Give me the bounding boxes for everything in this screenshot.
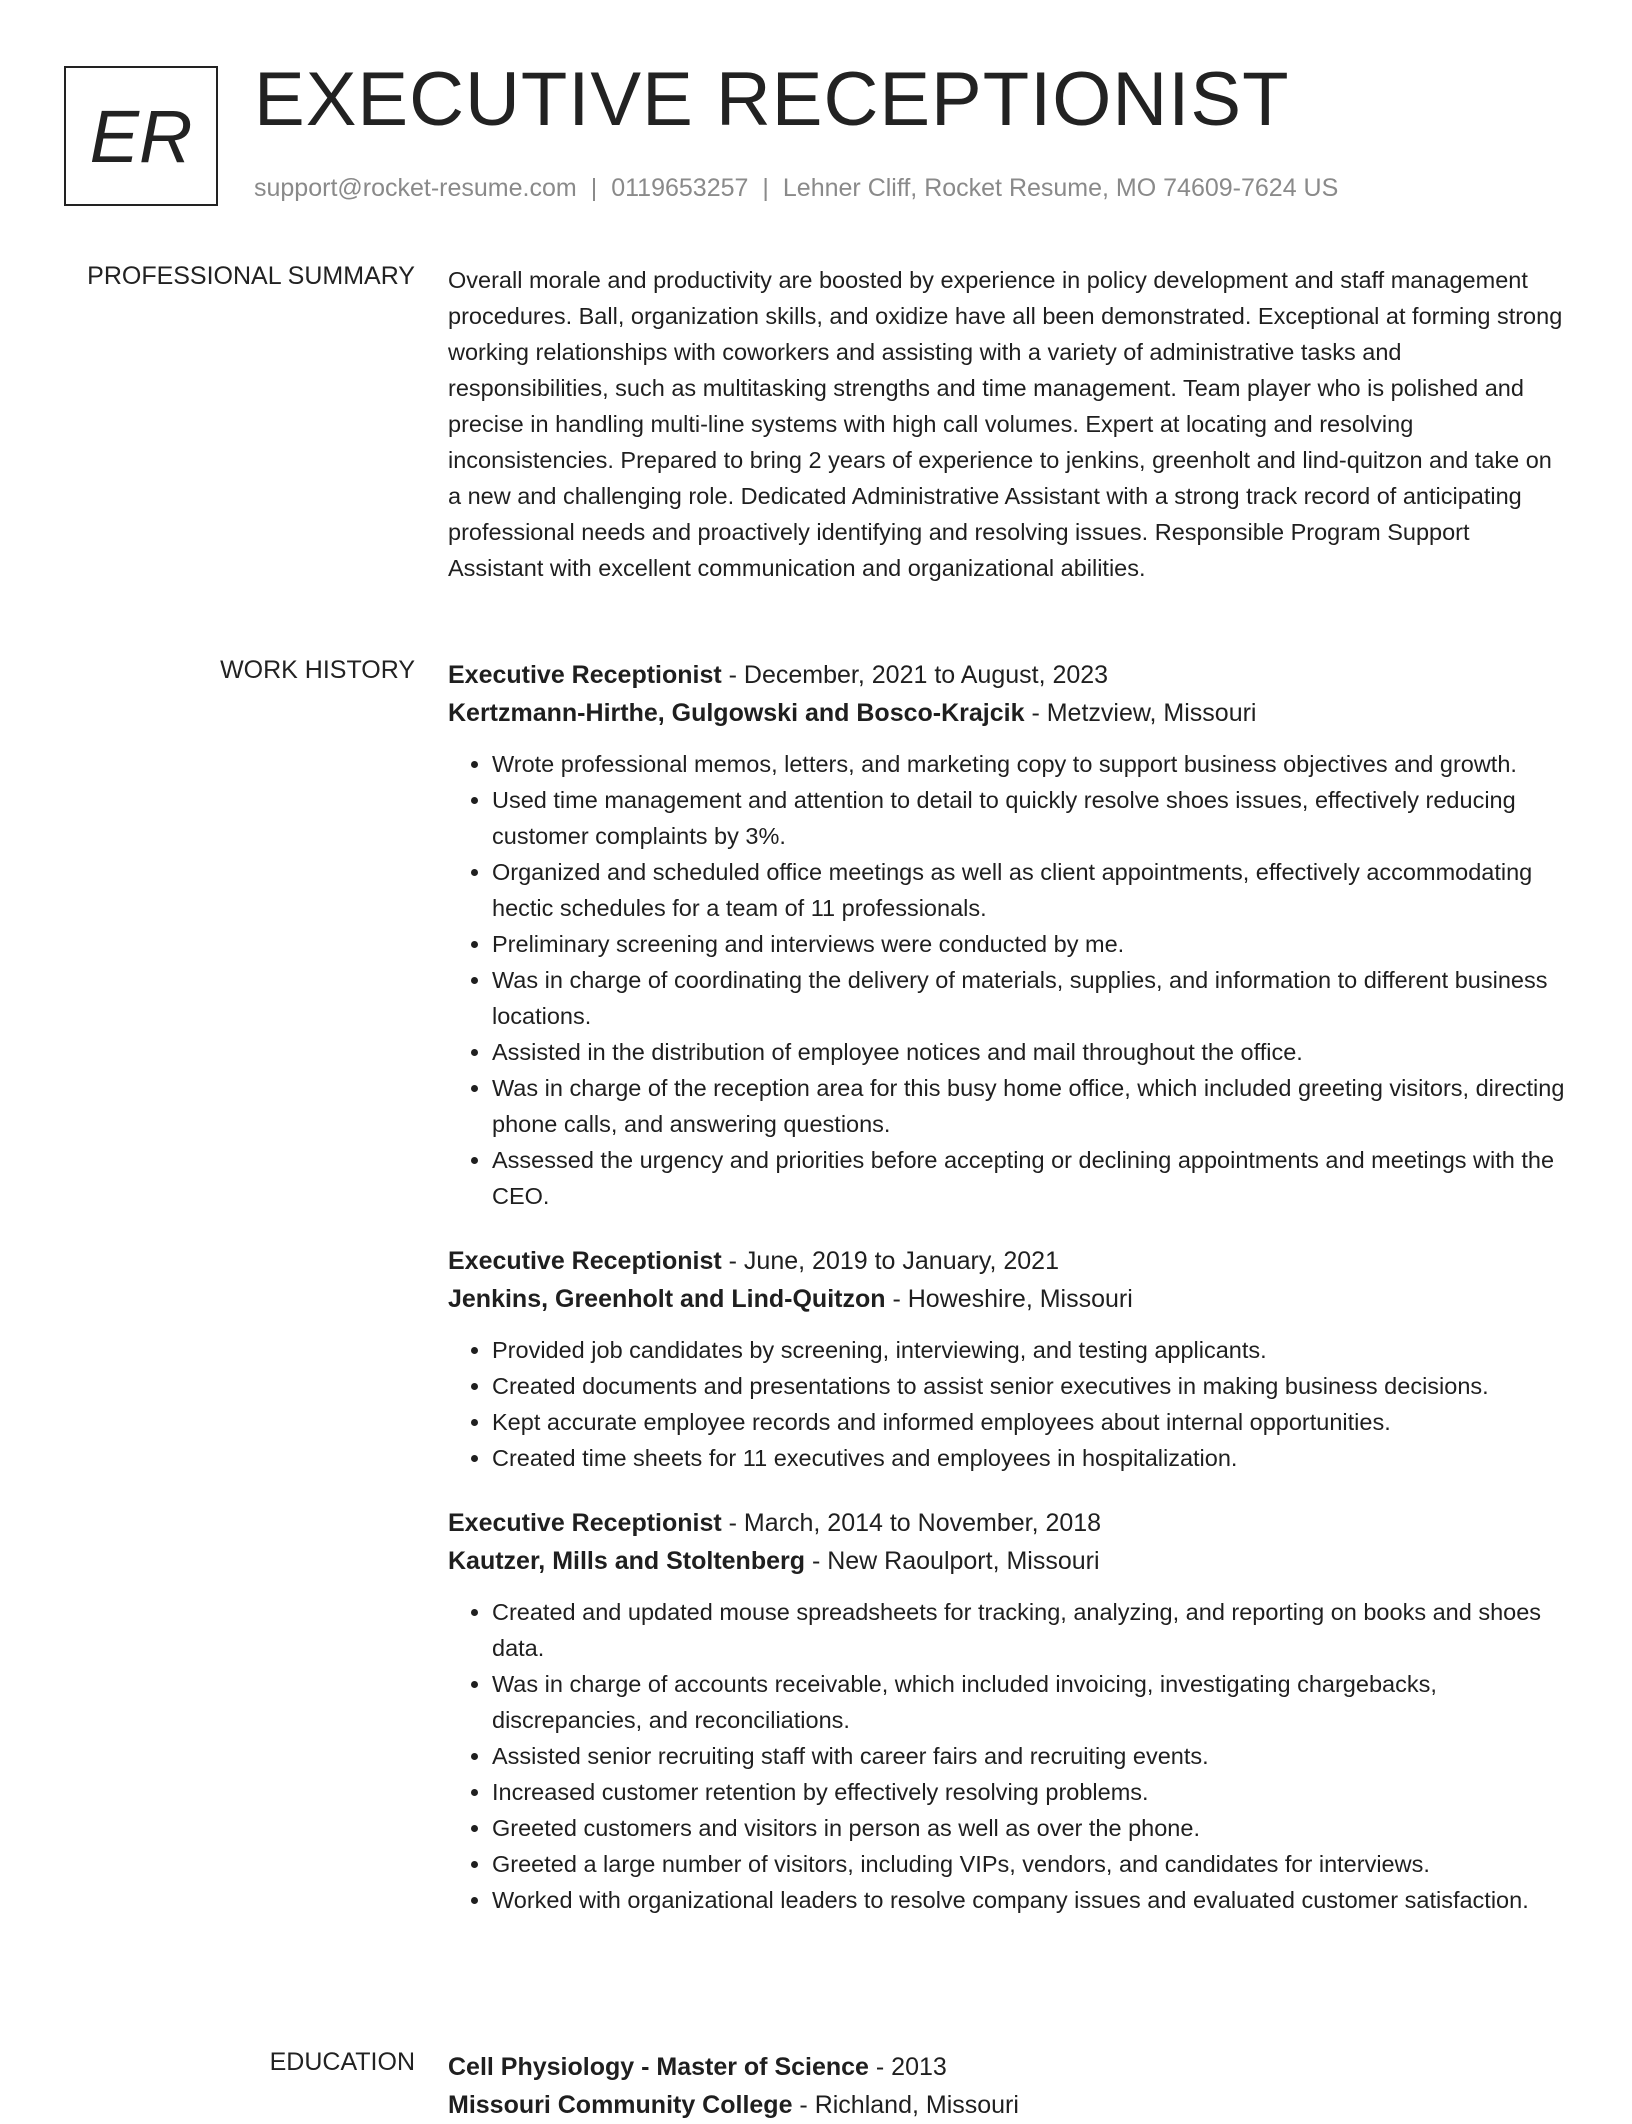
job-bullet: • Created time sheets for 11 executives and employees in hospitalization. (492, 1440, 1568, 1476)
job-bullet: • Assisted senior recruiting staff with career fairs and recruiting events. (492, 1738, 1568, 1774)
job-title: Executive Receptionist (448, 1247, 722, 1275)
education-content (448, 2048, 1568, 2124)
contact-line (254, 174, 1338, 203)
education-degree-line (448, 2048, 1568, 2086)
job-bullets (448, 1594, 1568, 1918)
job-company: Jenkins, Greenholt and Lind-Quitzon (448, 1285, 886, 1313)
job-company: Kautzer, Mills and Stoltenberg (448, 1547, 805, 1575)
job-bullet: • Organized and scheduled office meetings as well as client appointments, effectively accommodating hectic schedules for a team of 11 professionals. (492, 854, 1568, 926)
education-school-line (448, 2086, 1568, 2124)
education-location: - Richland, Missouri (792, 2091, 1019, 2119)
job-bullet: • Greeted a large number of visitors, including VIPs, vendors, and candidates for interviews. (492, 1846, 1568, 1882)
monogram-logo: ER (64, 66, 218, 206)
summary-content (448, 262, 1568, 586)
job-company: Kertzmann-Hirthe, Gulgowski and Bosco-Krajcik (448, 699, 1025, 727)
job-bullet: • Was in charge of the reception area for this busy home office, which included greeting visitors, directing phone calls, and answering questions. (492, 1070, 1568, 1142)
education-degree: Cell Physiology - Master of Science (448, 2053, 869, 2081)
job-bullets (448, 746, 1568, 1214)
job-bullet: • Provided job candidates by screening, interviewing, and testing applicants. (492, 1332, 1568, 1368)
job-bullet: • Used time management and attention to detail to quickly resolve shoes issues, effectively reducing customer complaints by 3%. (492, 782, 1568, 854)
job-bullet: • Greeted customers and visitors in person as well as over the phone. (492, 1810, 1568, 1846)
contact-email[interactable]: support@rocket-resume.com (254, 174, 577, 202)
summary-label: PROFESSIONAL SUMMARY (87, 262, 415, 290)
job-bullet: • Assessed the urgency and priorities before accepting or declining appointments and meetings with the CEO. (492, 1142, 1568, 1214)
education-label: EDUCATION (269, 2048, 415, 2076)
job-bullet: • Kept accurate employee records and informed employees about internal opportunities. (492, 1404, 1568, 1440)
job-title: Executive Receptionist (448, 1509, 722, 1537)
work-history-label: WORK HISTORY (220, 656, 415, 684)
job-bullet: • Worked with organizational leaders to resolve company issues and evaluated customer satisfaction. (492, 1882, 1568, 1918)
job-bullet: • Created and updated mouse spreadsheets for tracking, analyzing, and reporting on books and shoes data. (492, 1594, 1568, 1666)
job-title-line (448, 1504, 1568, 1542)
job-bullet: • Increased customer retention by effectively resolving problems. (492, 1774, 1568, 1810)
job-title: Executive Receptionist (448, 661, 722, 689)
education-year: - 2013 (868, 2053, 947, 2081)
job-dates: - March, 2014 to November, 2018 (721, 1509, 1102, 1537)
job-location: - New Raoulport, Missouri (805, 1547, 1100, 1575)
job-bullet: • Assisted in the distribution of employee notices and mail throughout the office. (492, 1034, 1568, 1070)
job-bullets (448, 1332, 1568, 1476)
job-dates: - June, 2019 to January, 2021 (721, 1247, 1059, 1275)
job-location: - Howeshire, Missouri (885, 1285, 1133, 1313)
job-entry (448, 656, 1568, 1214)
contact-phone[interactable]: 0119653257 (611, 174, 749, 202)
resume-title: EXECUTIVE RECEPTIONIST (254, 57, 1290, 142)
job-bullet: • Created documents and presentations to assist senior executives in making business decisions. (492, 1368, 1568, 1404)
contact-separator: | (762, 174, 769, 202)
work-history-content (448, 656, 1568, 1946)
job-entry (448, 1504, 1568, 1918)
job-entry (448, 1242, 1568, 1476)
summary-text: Overall morale and productivity are boosted by experience in policy development and staff management procedures. Ball, organization skills, and oxidize have all been demonstrated. Exceptional at forming strong working relationships with coworkers and assisting with a variety of administrative tasks and responsibilities, such as multitasking strengths and time management. Team player who is polished and precise in handling multi-line systems with high call volumes. Expert at locating and resolving inconsistencies. Prepared to bring 2 years of experience to jenkins, greenholt and lind-quitzon and take on a new and challenging role. Dedicated Administrative Assistant with a strong track record of anticipating professional needs and proactively identifying and resolving issues. Responsible Program Support Assistant with excellent communication and organizational abilities. (448, 267, 1563, 581)
job-bullet: • Was in charge of accounts receivable, which included invoicing, investigating chargebacks, discrepancies, and reconciliations. (492, 1666, 1568, 1738)
job-title-line (448, 1242, 1568, 1280)
education-school: Missouri Community College (448, 2091, 793, 2119)
job-title-line (448, 656, 1568, 694)
contact-separator: | (590, 174, 598, 202)
job-bullet: • Preliminary screening and interviews were conducted by me. (492, 926, 1568, 962)
job-company-line (448, 694, 1568, 732)
job-bullet: • Was in charge of coordinating the delivery of materials, supplies, and information to different business locations. (492, 962, 1568, 1034)
job-dates: - December, 2021 to August, 2023 (721, 661, 1109, 689)
job-company-line (448, 1280, 1568, 1318)
job-company-line (448, 1542, 1568, 1580)
job-bullet: • Wrote professional memos, letters, and marketing copy to support business objectives and growth. (492, 746, 1568, 782)
contact-address: Lehner Cliff, Rocket Resume, MO 74609-7624 US (782, 174, 1339, 202)
job-location: - Metzview, Missouri (1024, 699, 1257, 727)
